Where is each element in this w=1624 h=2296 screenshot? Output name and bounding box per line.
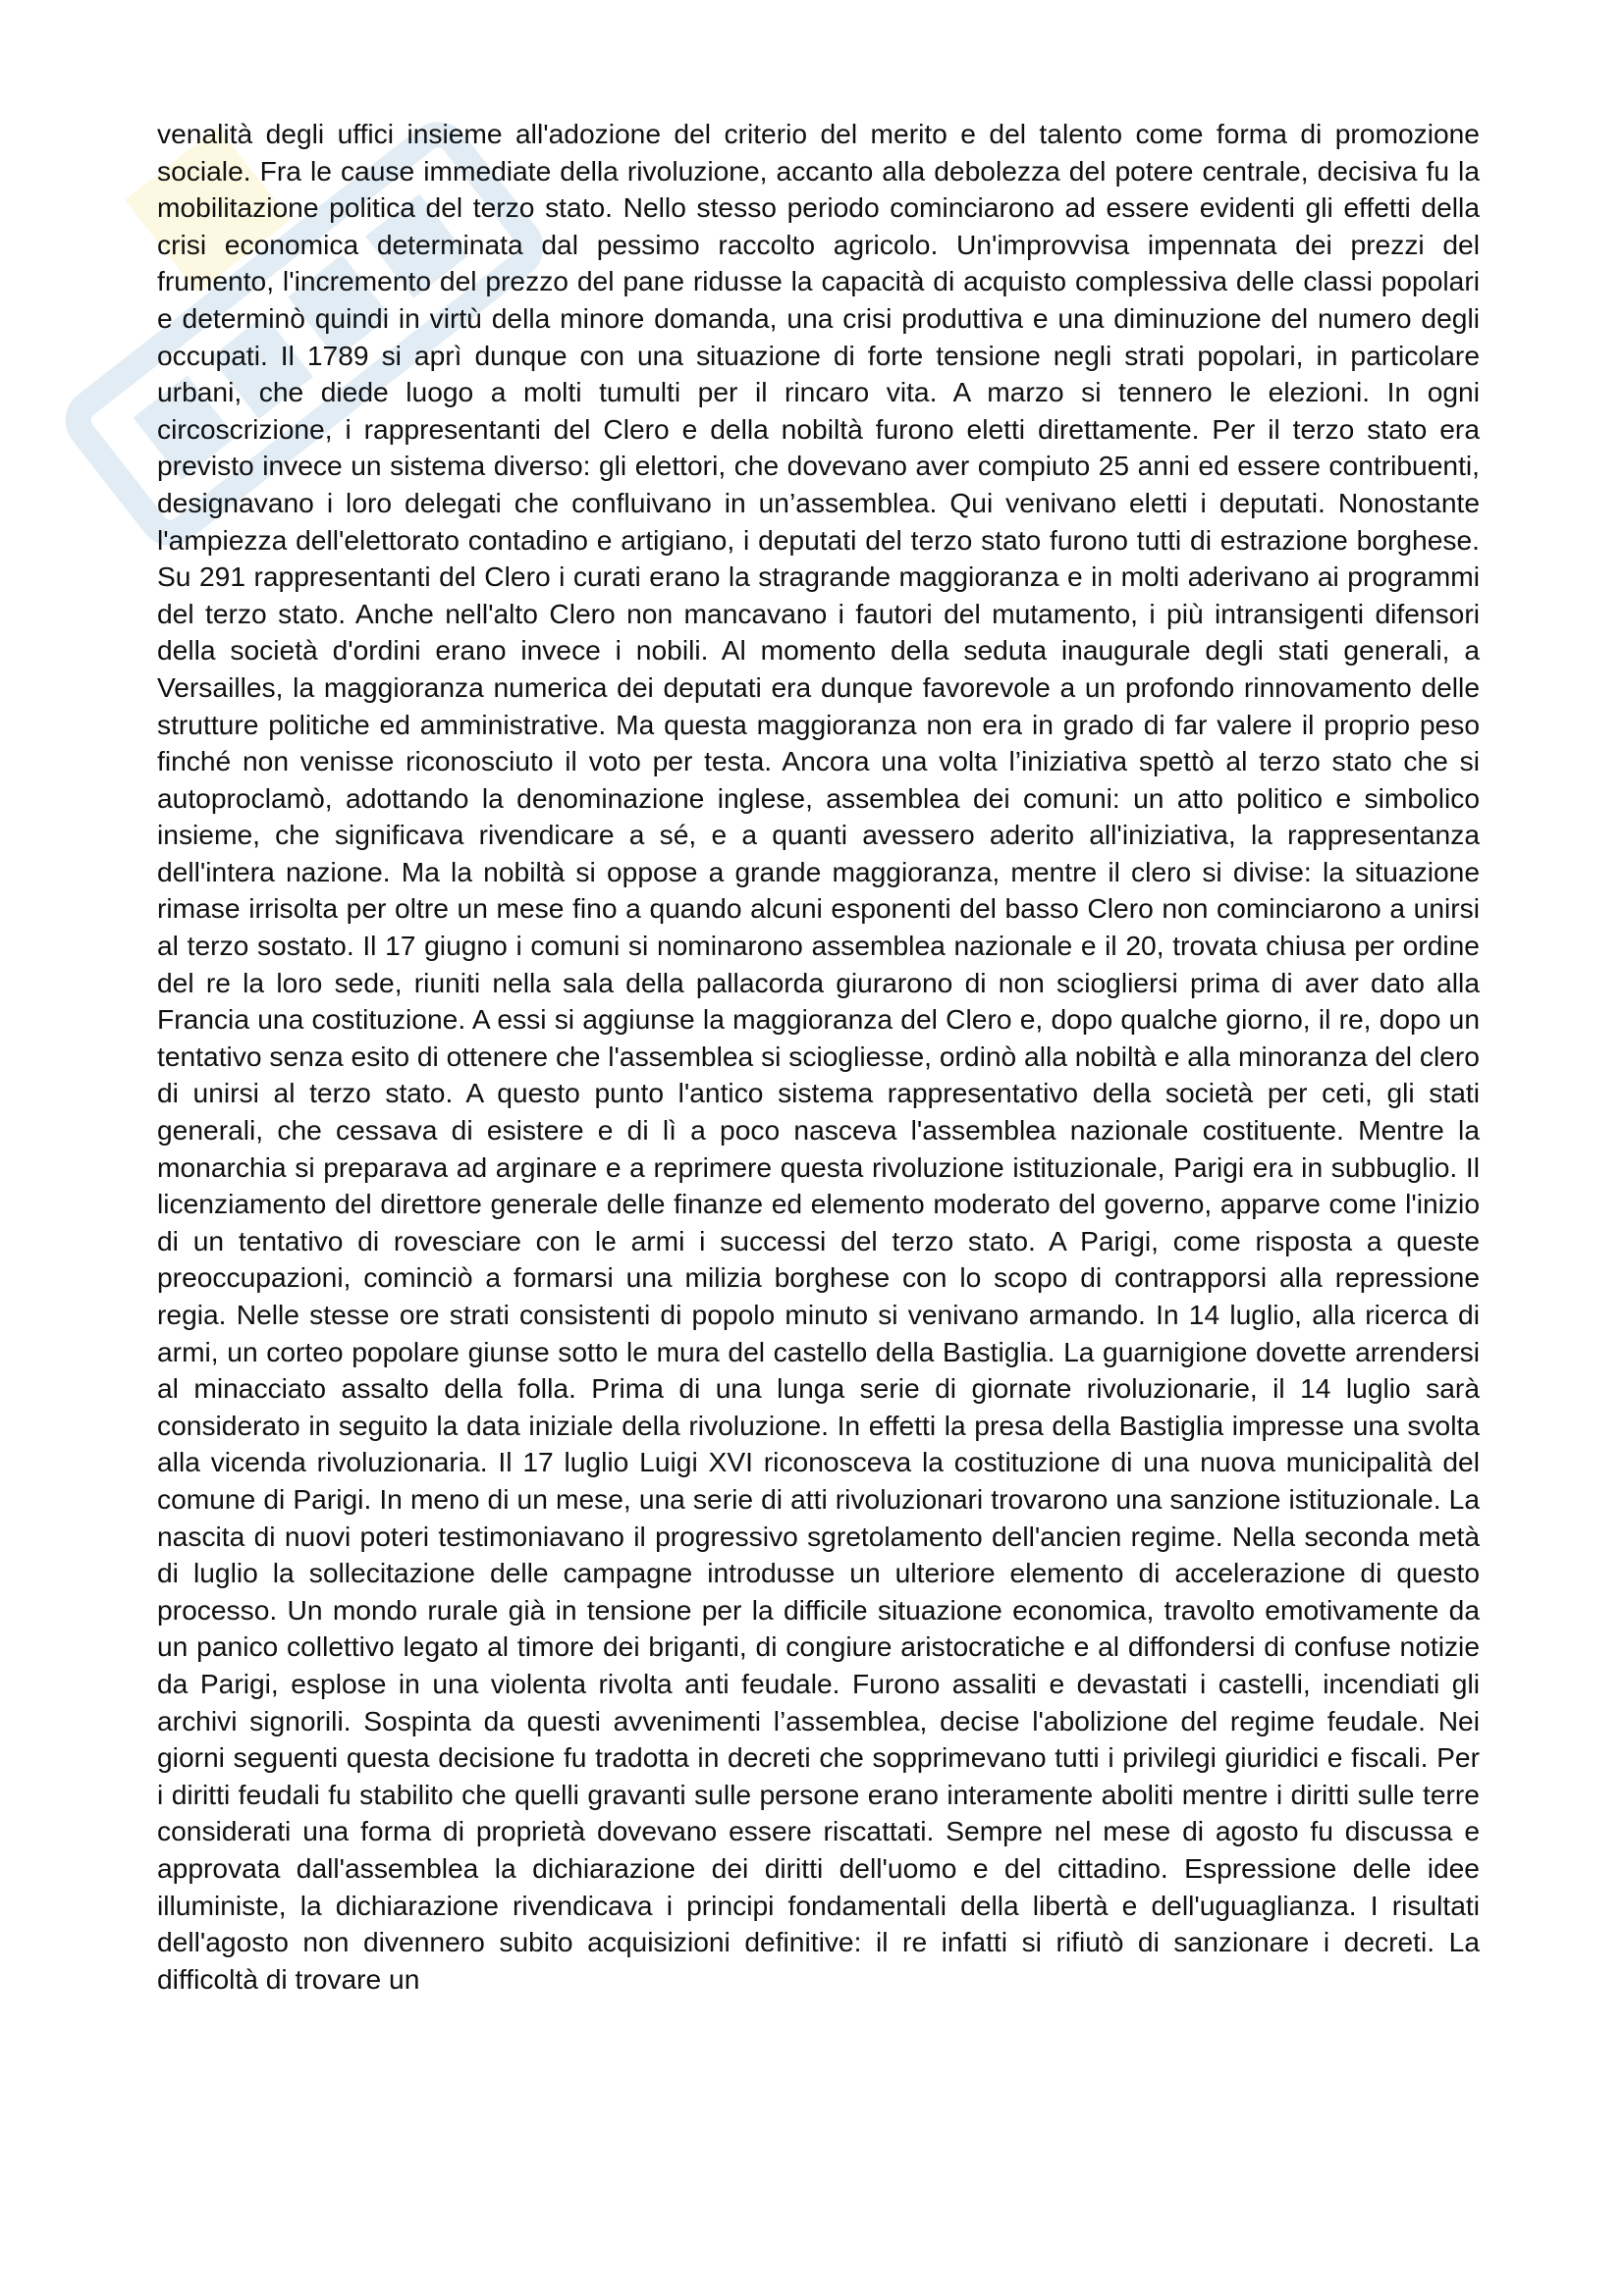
document-page — [157, 116, 1480, 1998]
body-paragraph: venalità degli uffici insieme all'adozione del criterio del merito e del talento come forma di promozione sociale. Fra le cause immediate della rivoluzione, accanto alla debolezza del potere centrale, decisiva fu la mobilitazione politica del terzo stato. Nello stesso periodo cominciarono ad essere evidenti gli effetti della crisi economica determinata dal pessimo raccolto agricolo. Un'improvvisa impennata dei prezzi del frumento, l'incremento del prezzo del pane ridusse la capacità di acquisto complessiva delle classi popolari e determinò quindi in virtù della minore domanda, una crisi produttiva e una diminuzione del numero degli occupati. Il 1789 si aprì dunque con una situazione di forte tensione negli strati popolari, in particolare urbani, che diede luogo a molti tumulti per il rincaro vita. A marzo si tennero le elezioni. In ogni circoscrizione, i rappresentanti del Clero e della nobiltà furono eletti direttamente. Per il terzo stato era previsto invece un sistema diverso: gli elettori, che dovevano aver compiuto 25 anni ed essere contribuenti, designavano i loro delegati che confluivano in un’assemblea. Qui venivano eletti i deputati. Nonostante l'ampiezza dell'elettorato contadino e artigiano, i deputati del terzo stato furono tutti di estrazione borghese. Su 291 rappresentanti del Clero i curati erano la stragrande maggioranza e in molti aderivano ai programmi del terzo stato. Anche nell'alto Clero non mancavano i fautori del mutamento, i più intransigenti difensori della società d'ordini erano invece i nobili. Al momento della seduta inaugurale degli stati generali, a Versailles, la maggioranza numerica dei deputati era dunque favorevole a un profondo rinnovamento delle strutture politiche ed amministrative. Ma questa maggioranza non era in grado di far valere il proprio peso finché non venisse riconosciuto il voto per testa. Ancora una volta l’iniziativa spettò al terzo stato che si autoproclamò, adottando la denominazione inglese, assemblea dei comuni: un atto politico e simbolico insieme, che significava rivendicare a sé, e a quanti avessero aderito all'iniziativa, la rappresentanza dell'intera nazione. Ma la nobiltà si oppose a grande maggioranza, mentre il clero si divise: la situazione rimase irrisolta per oltre un mese fino a quando alcuni esponenti del basso Clero non cominciarono a unirsi al terzo sostato. Il 17 giugno i comuni si nominarono assemblea nazionale e il 20, trovata chiusa per ordine del re la loro sede, riuniti nella sala della pallacorda giurarono di non sciogliersi prima di aver dato alla Francia una costituzione. A essi si aggiunse la maggioranza del Clero e, dopo qualche giorno, il re, dopo un tentativo senza esito di ottenere che l'assemblea si sciogliesse, ordinò alla nobiltà e alla minoranza del clero di unirsi al terzo stato. A questo punto l'antico sistema rappresentativo della società per ceti, gli stati generali, che cessava di esistere e di lì a poco nasceva l'assemblea nazionale costituente. Mentre la monarchia si preparava ad arginare e a reprimere questa rivoluzione istituzionale, Parigi era in subbuglio. Il licenziamento del direttore generale delle finanze ed elemento moderato del governo, apparve come l'inizio di un tentativo di rovesciare con le armi i successi del terzo stato. A Parigi, come risposta a queste preoccupazioni, cominciò a formarsi una milizia borghese con lo scopo di contrapporsi alla repressione regia. Nelle stesse ore strati consistenti di popolo minuto si venivano armando. In 14 luglio, alla ricerca di armi, un corteo popolare giunse sotto le mura del castello della Bastiglia. La guarnigione dovette arrendersi al minacciato assalto della folla. Prima di una lunga serie di giornate rivoluzionarie, il 14 luglio sarà considerato in seguito la data iniziale della rivoluzione. In effetti la presa della Bastiglia impresse una svolta alla vicenda rivoluzionaria. Il 17 luglio Luigi XVI riconosceva la costituzione di una nuova municipalità del comune di Parigi. In meno di un mese, una serie di atti rivoluzionari trovarono una sanzione istituzionale. La nascita di nuovi poteri testimoniavano il progressivo sgretolamento dell'ancien regime. Nella seconda metà di luglio la sollecitazione delle campagne introdusse un ulteriore elemento di accelerazione di questo processo. Un mondo rurale già in tensione per la difficile situazione economica, travolto emotivamente da un panico collettivo legato al timore dei briganti, di congiure aristocratiche e al diffondersi di confuse notizie da Parigi, esplose in una violenta rivolta anti feudale. Furono assaliti e devastati i castelli, incendiati gli archivi signorili. Sospinta da questi avvenimenti l’assemblea, decise l'abolizione del regime feudale. Nei giorni seguenti questa decisione fu tradotta in decreti che sopprimevano tutti i privilegi giuridici e fiscali. Per i diritti feudali fu stabilito che quelli gravanti sulle persone erano interamente aboliti mentre i diritti sulle terre considerati una forma di proprietà dovevano essere riscattati. Sempre nel mese di agosto fu discussa e approvata dall'assemblea la dichiarazione dei diritti dell'uomo e del cittadino. Espressione delle idee illuministe, la dichiarazione rivendicava i principi fondamentali della libertà e dell'uguaglianza. I risultati dell'agosto non divennero subito acquisizioni definitive: il re infatti si rifiutò di sanzionare i decreti. La difficoltà di trovare un — [157, 118, 1480, 1995]
